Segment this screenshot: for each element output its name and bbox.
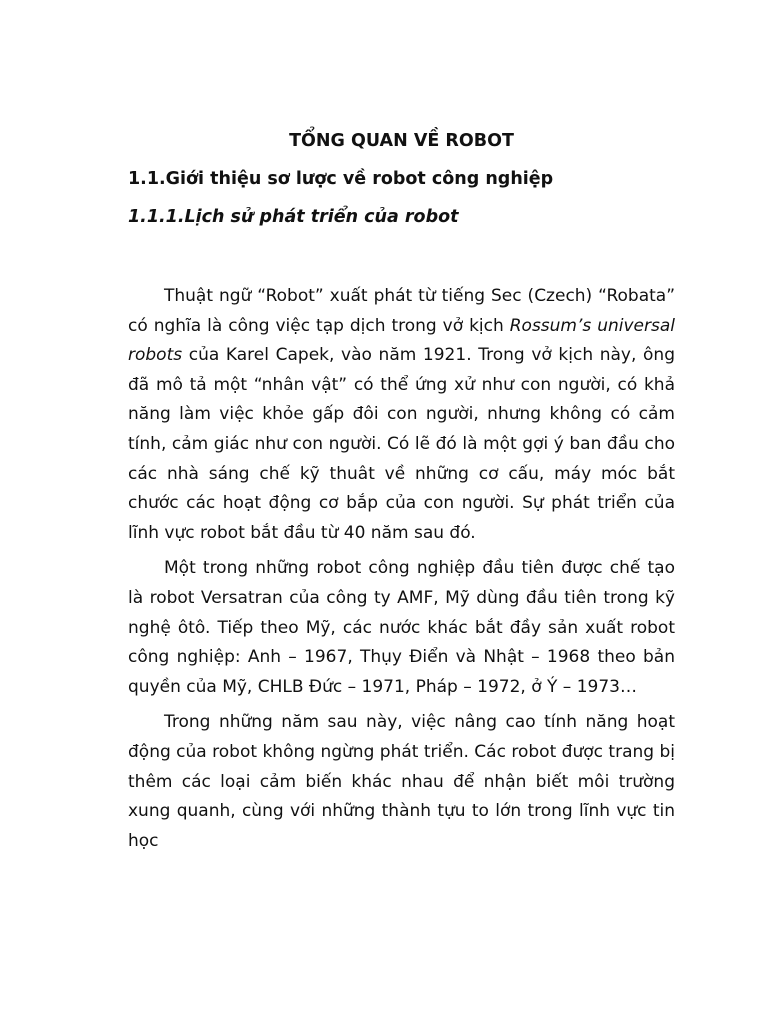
paragraph-1 bbox=[128, 282, 675, 548]
paragraph-3: Trong những năm sau này, việc nâng cao tính năng hoạt động của robot không ngừng phát triển. Các robot được trang bị thêm các loại cảm biến khác nhau để nhận biết môi trường xung quanh, cùng với những thành tựu to lớn trong lĩnh vực tin học bbox=[128, 712, 675, 851]
subsection-heading: 1.1.1.Lịch sử phát triển của robot bbox=[128, 207, 459, 227]
paragraph-1-part-1: Thuật ngữ “Robot” xuất phát từ tiếng Sec (Czech) “Robata” có nghĩa là công việc tạp dịch trong vở kịch bbox=[128, 286, 675, 336]
play-title: Rossum’s universal robots bbox=[128, 315, 675, 366]
section-heading: 1.1.Giới thiệu sơ lược về robot công nghiệp bbox=[128, 169, 554, 189]
paragraph-1-part-2: của Karel Capek, vào năm 1921. Trong vở kịch này, ông đã mô tả một “nhân vật” có thể ứng xử như con người, có khả năng làm việc khỏe gấp đôi con người, nhưng không có cảm tính, cảm giác như con người. Có lẽ đó là một gợi ý ban đầu cho các nhà sáng chế kỹ thuât về những cơ cấu, máy móc bắt chước các hoạt động cơ bắp của con người. Sự phát triển của lĩnh vực robot bắt đầu từ 40 năm sau đó. bbox=[128, 345, 675, 543]
document-page bbox=[128, 126, 675, 862]
document-title: TỔNG QUAN VỀ ROBOT bbox=[289, 131, 514, 151]
paragraph-2: Một trong những robot công nghiệp đầu tiên được chế tạo là robot Versatran của công ty AMF, Mỹ dùng đầu tiên trong kỹ nghệ ôtô. Tiếp theo Mỹ, các nước khác bắt đầy sản xuất robot công nghiệp: Anh – 1967, Thụy Điển và Nhật – 1968 theo bản quyền của Mỹ, CHLB Đức – 1971, Pháp – 1972, ở Ý – 1973… bbox=[128, 558, 675, 697]
